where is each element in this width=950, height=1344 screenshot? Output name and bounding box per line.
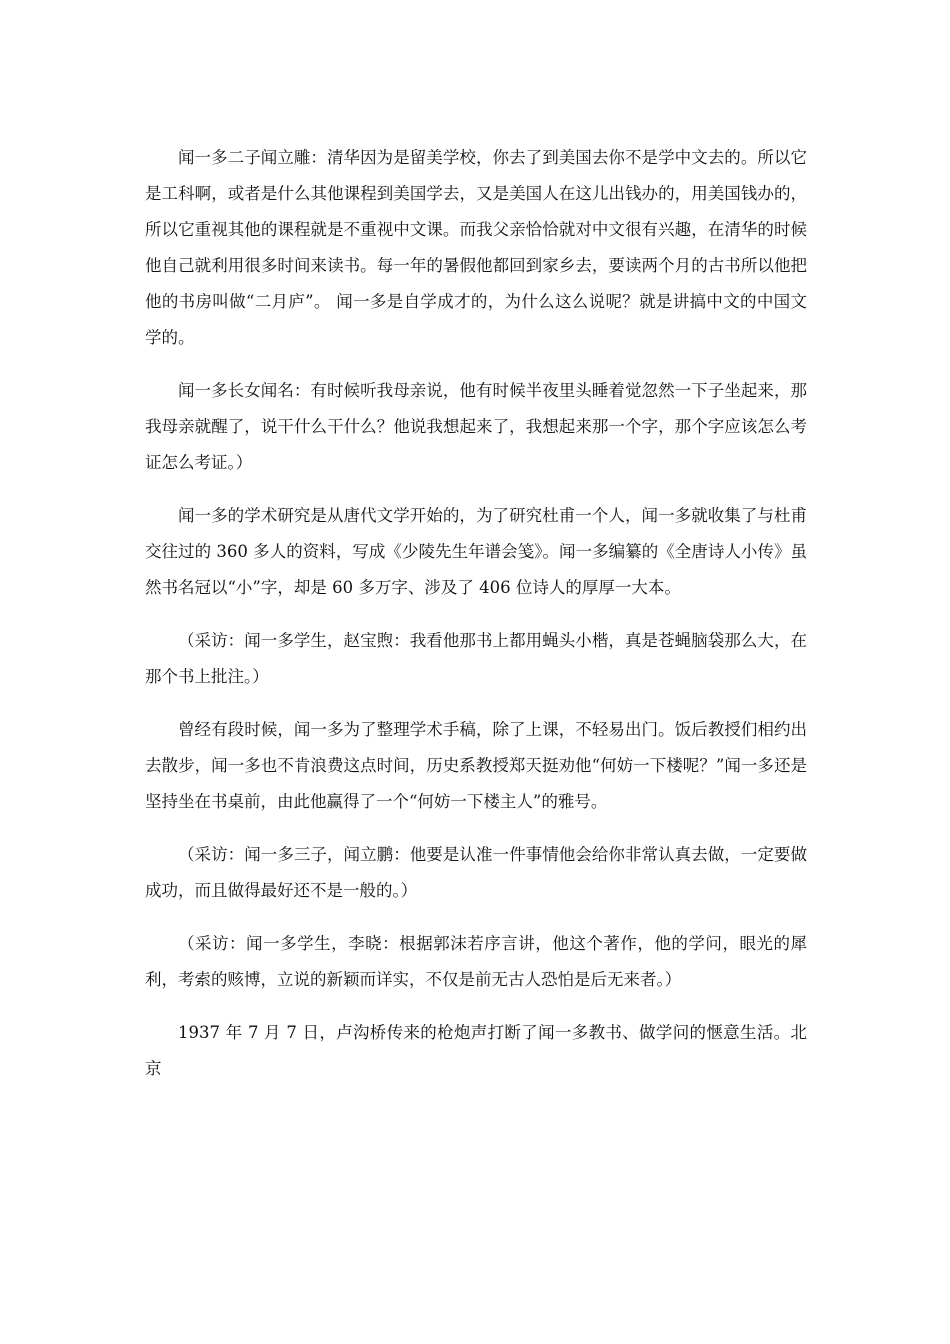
paragraph-8: 1937 年 7 月 7 日，卢沟桥传来的枪炮声打断了闻一多教书、做学问的惬意生活。北京 — [145, 1023, 807, 1078]
paragraph-3: 闻一多的学术研究是从唐代文学开始的，为了研究杜甫一个人，闻一多就收集了与杜甫交往过的 360 多人的资料，写成《少陵先生年谱会笺》。闻一多编纂的《全唐诗人小传》虽然书名冠以“小”字，却是 60 多万字、涉及了 406 位诗人的厚厚一大本。 — [145, 506, 807, 597]
paragraph-7: （采访：闻一多学生，李晓：根据郭沫若序言讲，他这个著作，他的学问，眼光的犀利，考索的赅博，立说的新颖而详实，不仅是前无古人恐怕是后无来者。） — [145, 934, 807, 989]
paragraph-5: 曾经有段时候，闻一多为了整理学术手稿，除了上课，不轻易出门。饭后教授们相约出去散步，闻一多也不肯浪费这点时间，历史系教授郑天挺劝他“何妨一下楼呢？”闻一多还是坚持坐在书桌前，由此他赢得了一个“何妨一下楼主人”的雅号。 — [145, 720, 807, 811]
paragraph-2: 闻一多长女闻名：有时候听我母亲说，他有时候半夜里头睡着觉忽然一下子坐起来，那我母亲就醒了，说干什么干什么？他说我想起来了，我想起来那一个字，那个字应该怎么考证怎么考证。） — [145, 381, 807, 472]
paragraph-6: （采访：闻一多三子，闻立鹏：他要是认准一件事情他会给你非常认真去做，一定要做成功，而且做得最好还不是一般的。） — [145, 845, 807, 900]
document-body — [145, 140, 807, 1104]
paragraph-1: 闻一多二子闻立雕：清华因为是留美学校，你去了到美国去你不是学中文去的。所以它是工科啊，或者是什么其他课程到美国学去，又是美国人在这儿出钱办的，用美国钱办的，所以它重视其他的课程就是不重视中文课。而我父亲恰恰就对中文很有兴趣，在清华的时候他自己就利用很多时间来读书。每一年的暑假他都回到家乡去，要读两个月的古书所以他把他的书房叫做“二月庐”。 闻一多是自学成才的，为什么这么说呢？就是讲搞中文的中国文学的。 — [145, 148, 807, 347]
paragraph-4: （采访：闻一多学生，赵宝煦：我看他那书上都用蝇头小楷，真是苍蝇脑袋那么大，在那个书上批注。） — [145, 631, 807, 686]
